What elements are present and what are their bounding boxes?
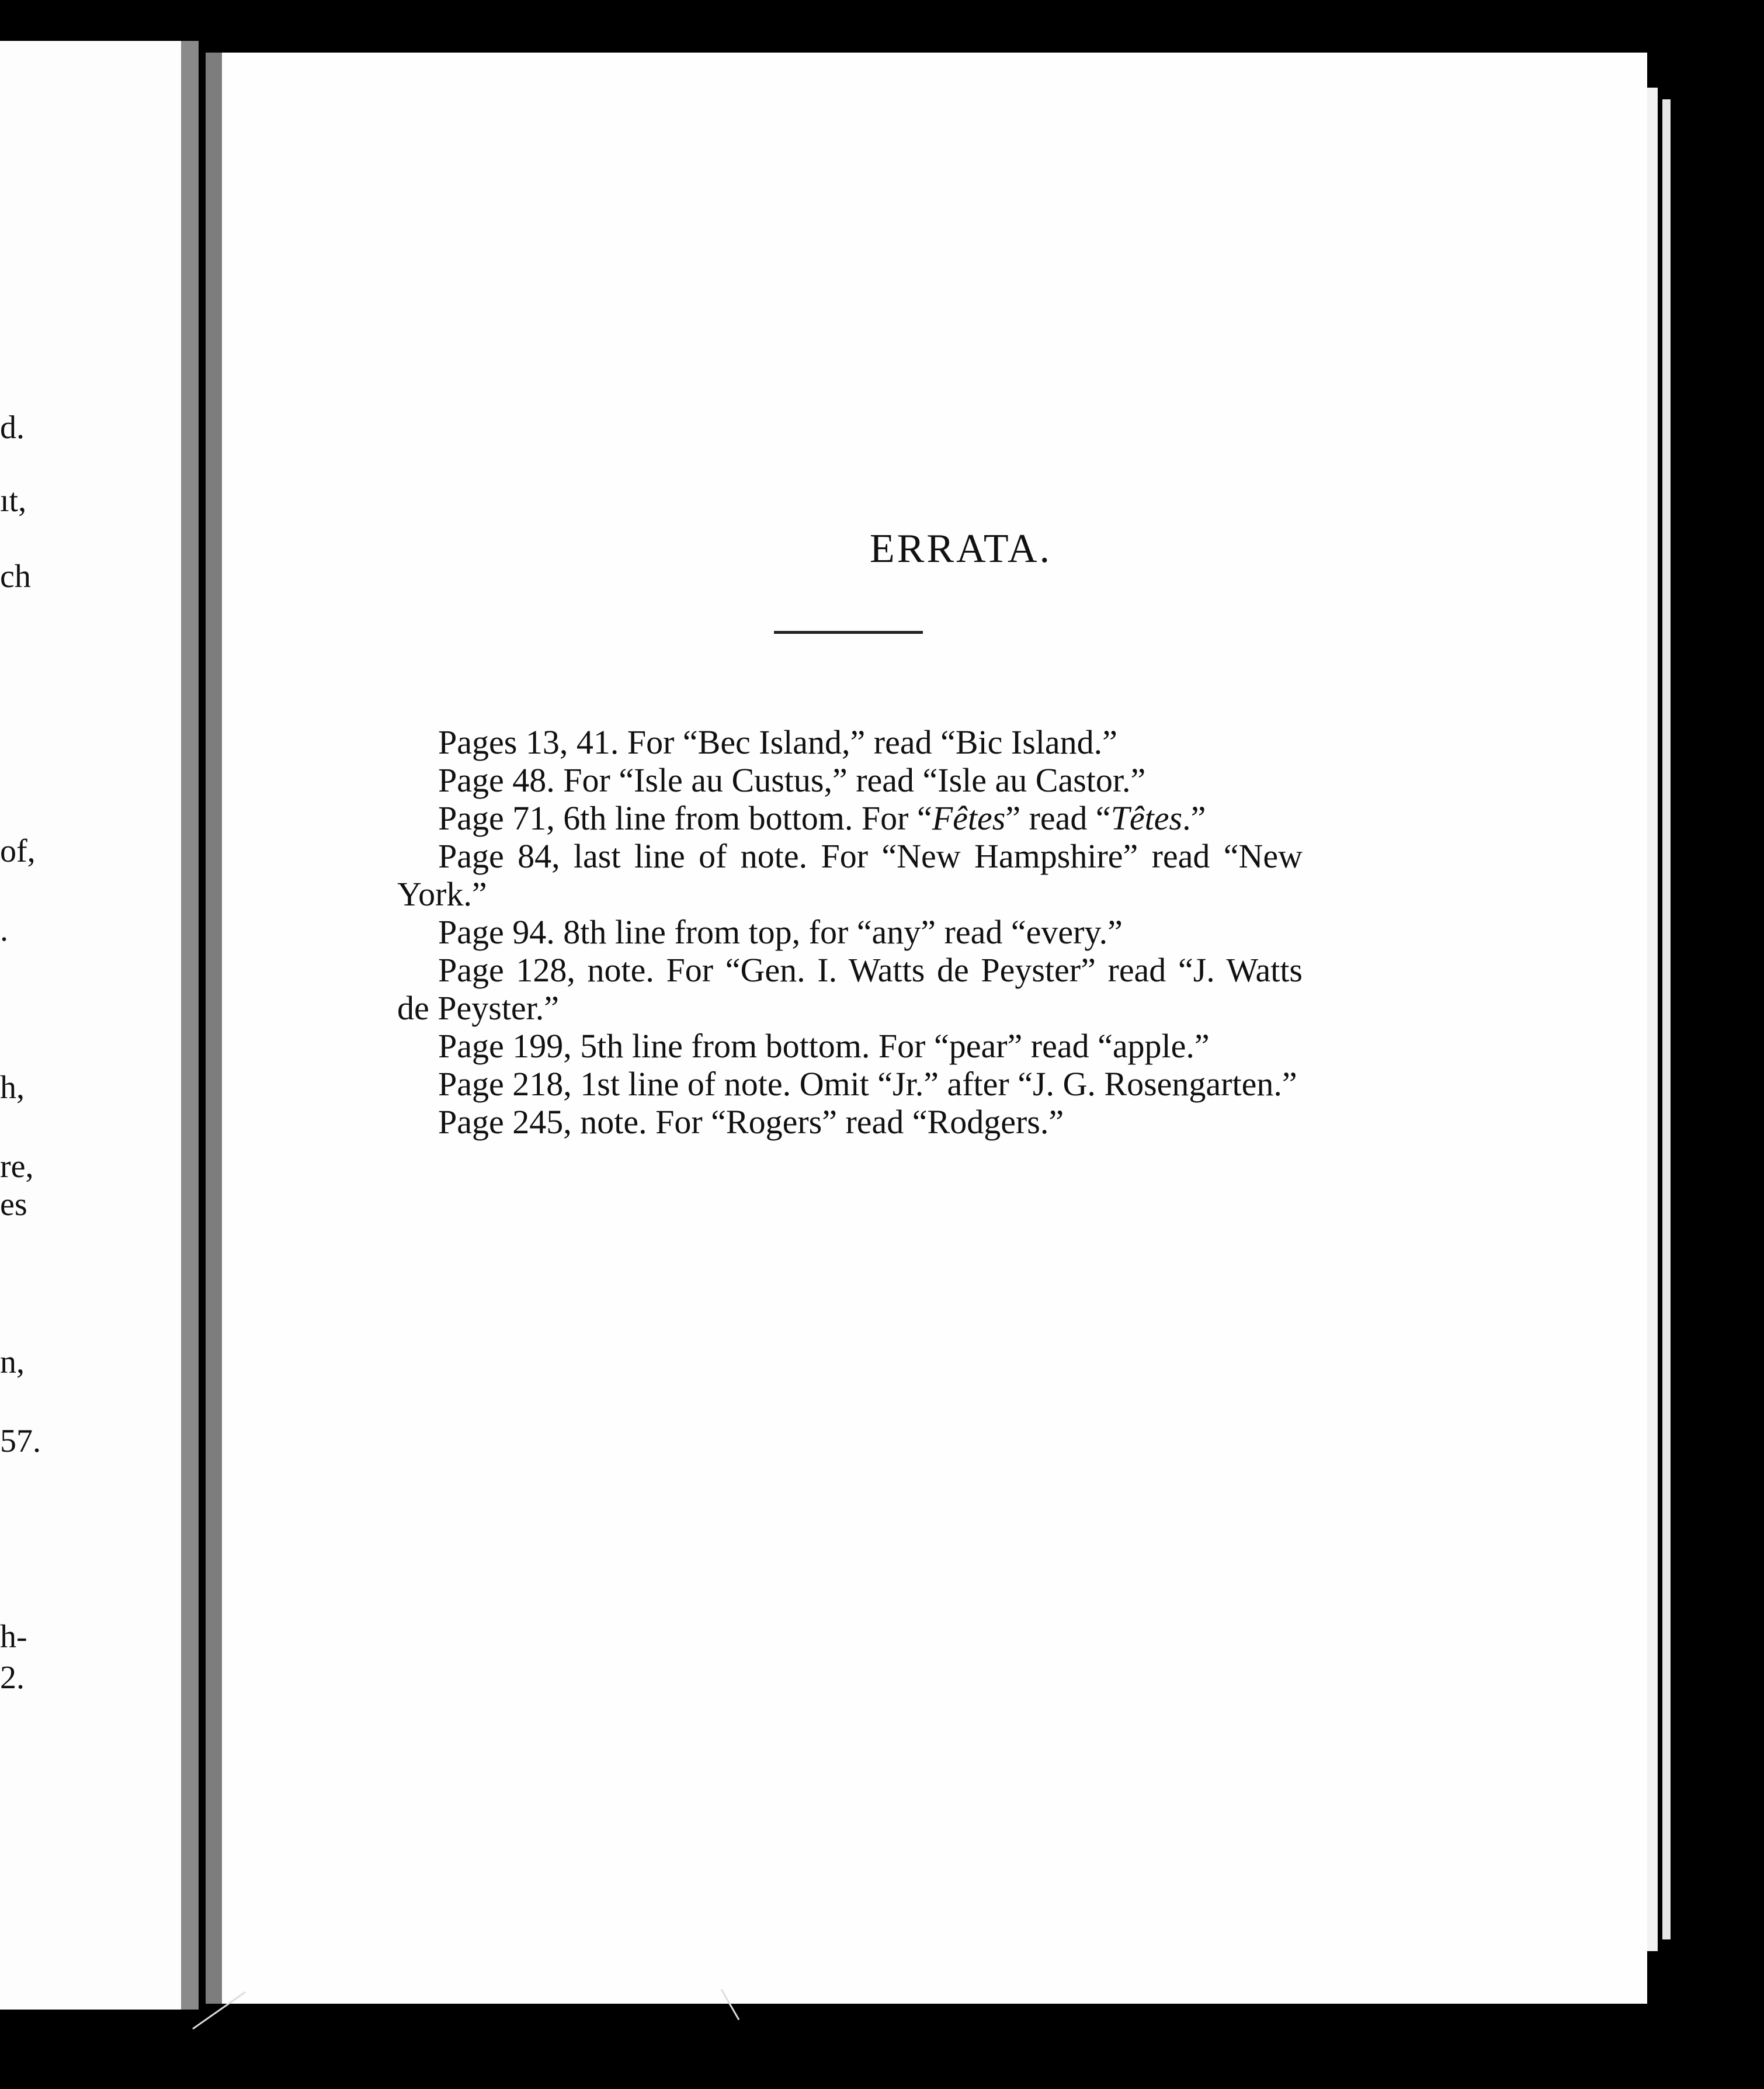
errata-entry-text: ” read “ [1005, 799, 1111, 837]
left-page-fragment: . [0, 912, 8, 948]
errata-entry: Page 218, 1st line of note. Omit “Jr.” after “J. G. Rosengarten.” [438, 1065, 1297, 1103]
errata-entry: Page 94. 8th line from top, for “any” read “every.” [438, 913, 1123, 951]
errata-entry-italic: Têtes [1110, 799, 1183, 837]
errata-entry-text: Page 71, 6th line from bottom. For “ [438, 799, 932, 837]
left-page-fragment: 2. [0, 1660, 25, 1696]
errata-entry: Page 84, last line of note. For “New Hampshire” read “New York.” [397, 837, 1303, 913]
errata-entry: Page 245, note. For “Rogers” read “Rodgers.” [438, 1103, 1064, 1141]
left-page-fragment: re, [0, 1148, 34, 1185]
left-page-fragment: 57. [0, 1423, 41, 1459]
errata-entry-italic: Fêtes [932, 799, 1006, 837]
binding-thread [192, 1991, 246, 2030]
left-page-fragment: of, [0, 833, 36, 869]
left-page-fragment: es [0, 1186, 27, 1223]
errata-page [222, 53, 1647, 2004]
errata-entry: Page 128, note. For “Gen. I. Watts de Peyster” read “J. Watts de Peyster.” [397, 951, 1303, 1027]
left-page-fragment: ch [0, 558, 31, 595]
errata-entry: Page 48. For “Isle au Custus,” read “Isle au Castor.” [438, 761, 1146, 799]
left-page-fragment: ıt, [0, 483, 27, 519]
page-edge [1647, 88, 1658, 1951]
left-page-fragment: h, [0, 1070, 25, 1106]
left-facing-page [0, 41, 199, 2010]
errata-entry [397, 799, 1303, 837]
left-page-fragment: h- [0, 1619, 27, 1655]
page-title: ERRATA. [869, 526, 1053, 571]
page-edge [1662, 99, 1671, 1939]
errata-list [397, 723, 1303, 1141]
title-divider [774, 631, 923, 634]
errata-entry-text: .” [1182, 799, 1206, 837]
errata-entry: Pages 13, 41. For “Bec Island,” read “Bic Island.” [438, 723, 1117, 761]
left-page-fragment: d. [0, 410, 25, 446]
left-page-fragment: n, [0, 1344, 25, 1380]
errata-entry: Page 199, 5th line from bottom. For “pear” read “apple.” [438, 1027, 1210, 1065]
